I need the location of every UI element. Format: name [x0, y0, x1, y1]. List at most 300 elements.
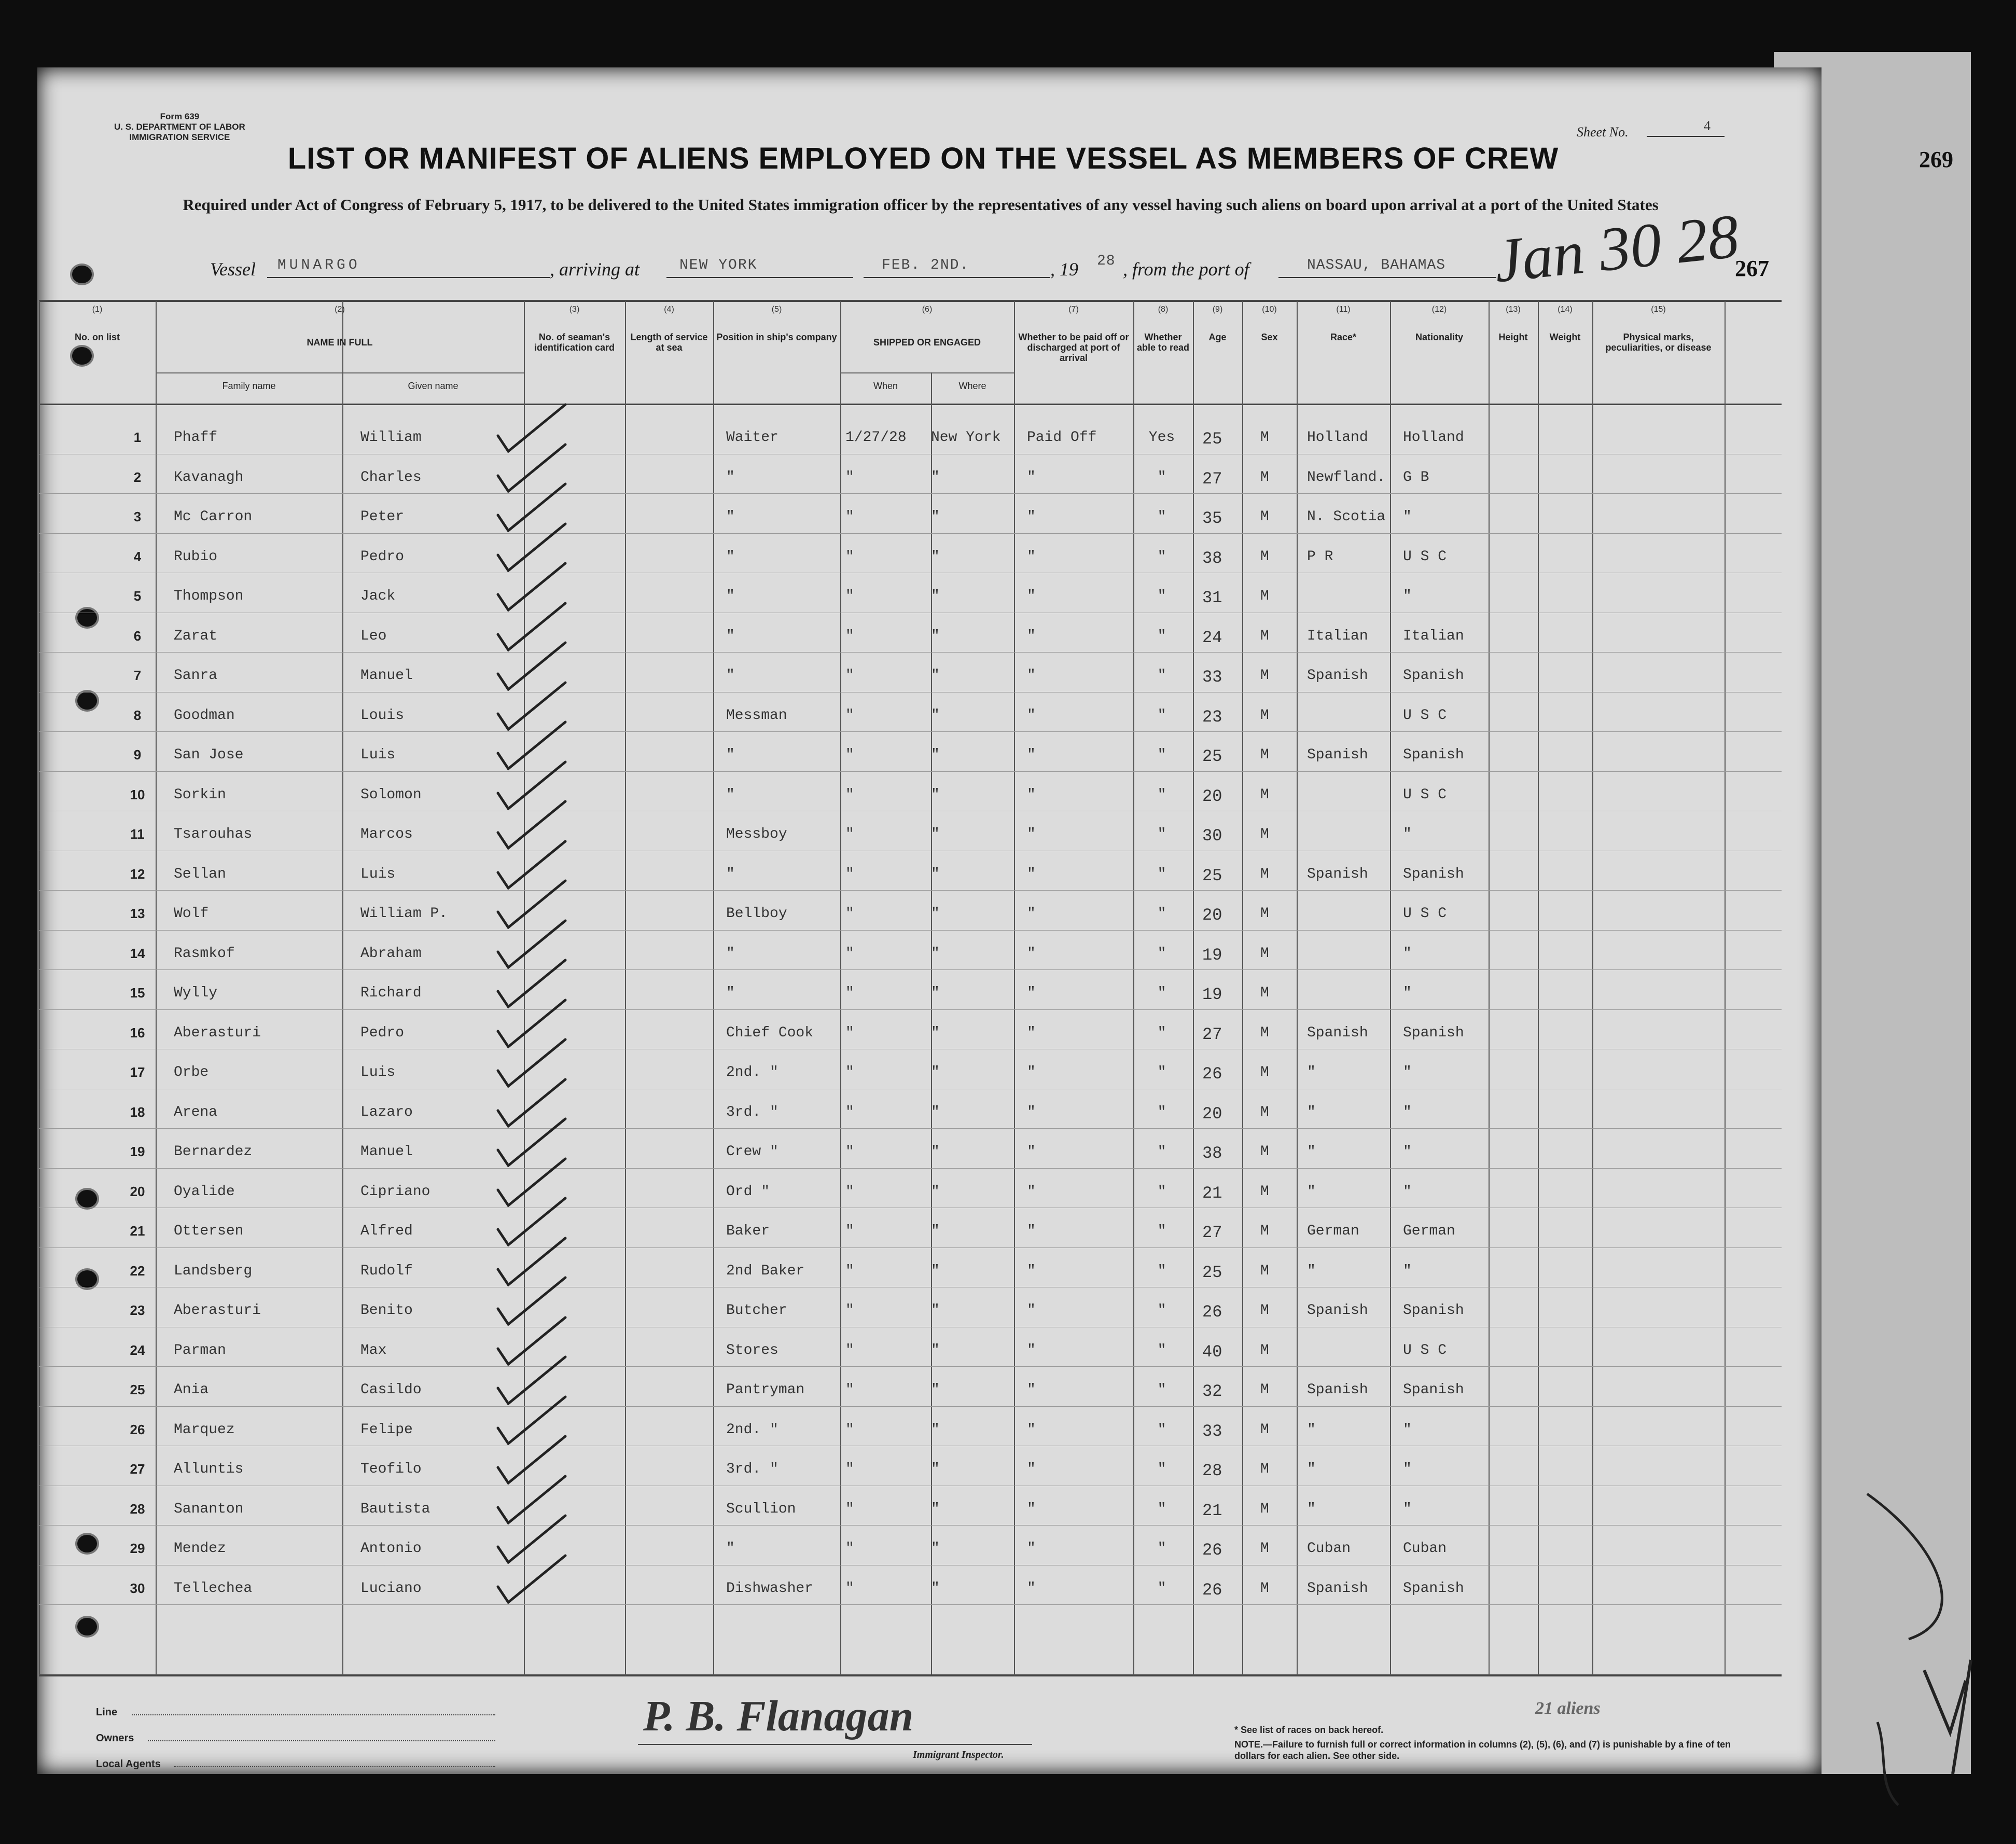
cell-paid: " — [1027, 628, 1036, 644]
cell-read: " — [1157, 906, 1166, 922]
cell-age: 33 — [1202, 668, 1222, 687]
cell-read: " — [1157, 707, 1166, 724]
cell-family: Oyalide — [174, 1183, 235, 1200]
cell-where: " — [931, 1421, 940, 1438]
cell-position: 2nd Baker — [726, 1263, 805, 1279]
cell-given: Charles — [360, 469, 422, 486]
cell-family: Tsarouhas — [174, 826, 253, 842]
cell-race: P R — [1307, 548, 1333, 565]
cell-read: " — [1157, 509, 1166, 525]
cell-read: Yes — [1148, 429, 1175, 446]
cell-position: 3rd. " — [726, 1104, 778, 1120]
cell-race: Spanish — [1307, 1302, 1368, 1319]
column-number: (6) — [922, 305, 933, 314]
cell-race: Spanish — [1307, 1024, 1368, 1041]
cell-age: 27 — [1202, 1024, 1222, 1044]
cell-where: " — [931, 866, 940, 882]
cell-age: 26 — [1202, 1064, 1222, 1084]
cell-race: Spanish — [1307, 747, 1368, 763]
cell-position: Crew " — [726, 1144, 778, 1160]
cell-paid: " — [1027, 1382, 1036, 1398]
cell-given: Benito — [360, 1302, 413, 1319]
cell-race: " — [1307, 1461, 1316, 1477]
binder-hole — [70, 264, 94, 285]
cell-age: 25 — [1202, 429, 1222, 449]
cell-nat: " — [1403, 1144, 1412, 1160]
cell-race: " — [1307, 1263, 1316, 1279]
column-header: Length of service at sea — [630, 332, 708, 353]
cell-family: Alluntis — [174, 1461, 244, 1477]
column-number: (3) — [569, 305, 580, 314]
cell-position: Messman — [726, 707, 787, 724]
cell-n: 13 — [130, 906, 145, 921]
cell-when: " — [845, 826, 854, 842]
cell-position: Messboy — [726, 826, 787, 842]
cell-sex: M — [1260, 1461, 1269, 1477]
cell-when: " — [845, 469, 854, 486]
cell-family: Bernardez — [174, 1144, 253, 1160]
row-rule — [39, 652, 1782, 653]
column-header: No. of seaman's identification card — [534, 332, 615, 353]
row-rule — [39, 1128, 1782, 1129]
cell-read: " — [1157, 668, 1166, 684]
cell-position: " — [726, 628, 735, 644]
cell-read: " — [1157, 1183, 1166, 1200]
column-header: SHIPPED OR ENGAGED — [873, 337, 981, 348]
from-port: NASSAU, BAHAMAS — [1307, 257, 1446, 273]
row-rule — [39, 1168, 1782, 1169]
cell-where: New York — [931, 429, 1001, 446]
cell-family: Parman — [174, 1342, 226, 1358]
cell-race: " — [1307, 1064, 1316, 1080]
cell-where: " — [931, 668, 940, 684]
cell-given: Luis — [360, 747, 396, 763]
department-header — [114, 112, 245, 143]
column-header: Whether able to read — [1136, 332, 1190, 353]
cell-nat: " — [1403, 985, 1412, 1001]
cell-sex: M — [1260, 786, 1269, 803]
row-rule — [39, 1366, 1782, 1367]
cell-given: Pedro — [360, 1024, 405, 1041]
cell-nat: Spanish — [1403, 747, 1464, 763]
row-rule — [39, 1009, 1782, 1010]
cell-when: " — [845, 1501, 854, 1517]
cell-given: William P. — [360, 906, 448, 922]
cell-given: Manuel — [360, 1144, 413, 1160]
cell-nat: Spanish — [1403, 1302, 1464, 1319]
column-rule — [713, 301, 714, 1675]
cell-nat: G B — [1403, 469, 1429, 486]
cell-position: Pantryman — [726, 1382, 805, 1398]
subheader-rule — [840, 372, 1014, 373]
cell-position: Ord " — [726, 1183, 770, 1200]
stamp-number: 269 — [1919, 147, 1953, 172]
cell-paid: " — [1027, 509, 1036, 525]
cell-position: Dishwasher — [726, 1580, 814, 1597]
cell-family: Landsberg — [174, 1263, 253, 1279]
cell-n: 18 — [130, 1104, 145, 1120]
cell-family: Aberasturi — [174, 1302, 261, 1319]
column-header: Sex — [1261, 332, 1278, 342]
cell-family: San Jose — [174, 747, 244, 763]
cell-family: Wolf — [174, 906, 209, 922]
cell-when: " — [845, 866, 854, 882]
cell-when: " — [845, 588, 854, 604]
binder-hole — [75, 607, 99, 629]
cell-sex: M — [1260, 1382, 1269, 1398]
from-underline — [1278, 277, 1496, 278]
cell-sex: M — [1260, 628, 1269, 644]
cell-race: Italian — [1307, 628, 1368, 644]
cell-sex: M — [1260, 985, 1269, 1001]
sheet-number: 4 — [1704, 118, 1711, 133]
row-rule — [39, 1604, 1782, 1605]
cell-where: " — [931, 1302, 940, 1319]
cell-where: " — [931, 1223, 940, 1239]
cell-read: " — [1157, 866, 1166, 882]
cell-family: Aberasturi — [174, 1024, 261, 1041]
cell-n: 10 — [130, 786, 145, 802]
cell-race: " — [1307, 1421, 1316, 1438]
cell-position: " — [726, 945, 735, 962]
cell-sex: M — [1260, 1263, 1269, 1279]
column-rule — [1297, 301, 1298, 1675]
vessel-underline — [267, 277, 550, 278]
cell-race: Spanish — [1307, 1580, 1368, 1597]
cell-given: Louis — [360, 707, 405, 724]
year-prefix: , 19 — [1050, 259, 1078, 280]
cell-given: Luis — [360, 866, 396, 882]
cell-n: 12 — [130, 866, 145, 882]
cell-given: Jack — [360, 588, 396, 604]
handwritten-date: Jan 30 28 — [1491, 201, 1742, 296]
owners-underline — [148, 1740, 495, 1741]
cell-given: William — [360, 429, 422, 446]
vessel-name: MUNARGO — [277, 257, 360, 273]
column-number: (7) — [1068, 305, 1079, 314]
cell-read: " — [1157, 1223, 1166, 1239]
cell-given: Solomon — [360, 786, 422, 803]
cell-position: " — [726, 1541, 735, 1557]
column-rule — [1538, 301, 1539, 1675]
cell-when: " — [845, 1144, 854, 1160]
cell-given: Casildo — [360, 1382, 422, 1398]
cell-where: " — [931, 1382, 940, 1398]
cell-family: Marquez — [174, 1421, 235, 1438]
cell-n: 6 — [133, 628, 142, 644]
cell-paid: " — [1027, 1024, 1036, 1041]
cell-when: " — [845, 1064, 854, 1080]
date-underline — [864, 277, 1050, 278]
cell-position: Waiter — [726, 429, 778, 446]
cell-race: " — [1307, 1183, 1316, 1200]
cell-race: N. Scotia — [1307, 509, 1386, 525]
column-header: Weight — [1549, 332, 1581, 342]
cell-paid: " — [1027, 747, 1036, 763]
cell-paid: " — [1027, 469, 1036, 486]
cell-where: " — [931, 1183, 940, 1200]
cell-n: 17 — [130, 1064, 145, 1080]
cell-position: Chief Cook — [726, 1024, 814, 1041]
cell-sex: M — [1260, 469, 1269, 486]
cell-race: Holland — [1307, 429, 1368, 446]
cell-nat: " — [1403, 509, 1412, 525]
cell-n: 7 — [133, 668, 142, 683]
row-rule — [39, 1525, 1782, 1526]
cell-sex: M — [1260, 906, 1269, 922]
cell-sex: M — [1260, 1421, 1269, 1438]
column-rule — [39, 301, 40, 1675]
line-label: Line — [96, 1707, 118, 1718]
cell-age: 21 — [1202, 1501, 1222, 1520]
cell-read: " — [1157, 1421, 1166, 1438]
table-top-rule — [39, 300, 1782, 302]
cell-age: 32 — [1202, 1382, 1222, 1401]
column-number: (4) — [664, 305, 674, 314]
column-rule — [625, 301, 626, 1675]
cell-nat: U S C — [1403, 906, 1447, 922]
cell-where: " — [931, 469, 940, 486]
cell-family: Mc Carron — [174, 509, 253, 525]
cell-when: " — [845, 906, 854, 922]
row-rule — [39, 930, 1782, 931]
cell-where: " — [931, 747, 940, 763]
column-number: (2) — [335, 305, 345, 314]
cell-position: " — [726, 548, 735, 565]
cell-family: Goodman — [174, 707, 235, 724]
cell-when: " — [845, 1382, 854, 1398]
cell-age: 26 — [1202, 1580, 1222, 1600]
cell-read: " — [1157, 1501, 1166, 1517]
cell-where: " — [931, 1580, 940, 1597]
cell-where: " — [931, 1501, 940, 1517]
row-rule — [39, 890, 1782, 891]
cell-read: " — [1157, 588, 1166, 604]
cell-read: " — [1157, 747, 1166, 763]
cell-when: " — [845, 1421, 854, 1438]
binder-hole — [70, 345, 94, 367]
cell-given: Antonio — [360, 1541, 422, 1557]
margin-scribble — [1846, 1483, 1992, 1815]
column-rule — [840, 301, 841, 1675]
cell-where: " — [931, 588, 940, 604]
cell-sex: M — [1260, 1580, 1269, 1597]
cell-read: " — [1157, 1104, 1166, 1120]
cell-when: " — [845, 1461, 854, 1477]
cell-when: " — [845, 786, 854, 803]
cell-given: Abraham — [360, 945, 422, 962]
cell-sex: M — [1260, 1144, 1269, 1160]
cell-age: 24 — [1202, 628, 1222, 647]
cell-family: Sanra — [174, 668, 218, 684]
cell-paid: " — [1027, 786, 1036, 803]
subheader-divider — [931, 372, 932, 1674]
cell-when: " — [845, 1024, 854, 1041]
cell-when: " — [845, 509, 854, 525]
cell-race: German — [1307, 1223, 1359, 1239]
cell-age: 23 — [1202, 707, 1222, 727]
cell-nat: " — [1403, 1461, 1412, 1477]
sheet-label: Sheet No. — [1577, 124, 1629, 140]
cell-sex: M — [1260, 1342, 1269, 1358]
penalty-note: NOTE.—Failure to furnish full or correct information in columns (2), (5), (6), and (7) is punishable by a fine of ten dollars for each alien. See other side. — [1234, 1739, 1731, 1761]
cell-given: Felipe — [360, 1421, 413, 1438]
column-rule — [1133, 301, 1134, 1675]
cell-position: 2nd. " — [726, 1064, 778, 1080]
column-number: (9) — [1212, 305, 1223, 314]
cell-nat: " — [1403, 1501, 1412, 1517]
cell-n: 4 — [133, 548, 142, 564]
cell-n: 20 — [130, 1183, 145, 1199]
cell-paid: " — [1027, 707, 1036, 724]
agents-underline — [174, 1766, 495, 1767]
cell-age: 30 — [1202, 826, 1222, 845]
page-title: LIST OR MANIFEST OF ALIENS EMPLOYED ON THE VESSEL AS MEMBERS OF CREW — [287, 142, 1559, 175]
column-rule — [1390, 301, 1391, 1675]
department-name: U. S. DEPARTMENT OF LABOR — [114, 122, 245, 132]
cell-read: " — [1157, 985, 1166, 1001]
column-number: (11) — [1336, 305, 1351, 314]
column-number: (12) — [1431, 305, 1447, 314]
cell-family: Ottersen — [174, 1223, 244, 1239]
cell-family: Rasmkof — [174, 945, 235, 962]
subheader-divider — [342, 372, 343, 1674]
cell-age: 26 — [1202, 1302, 1222, 1322]
cell-where: " — [931, 1024, 940, 1041]
agents-label: Local Agents — [96, 1758, 161, 1770]
cell-sex: M — [1260, 747, 1269, 763]
cell-paid: " — [1027, 866, 1036, 882]
cell-paid: " — [1027, 1541, 1036, 1557]
column-header: Physical marks, peculiarities, or disease — [1605, 332, 1712, 353]
cell-where: " — [931, 826, 940, 842]
cell-age: 25 — [1202, 747, 1222, 766]
cell-paid: " — [1027, 1421, 1036, 1438]
cell-nat: Spanish — [1403, 1024, 1464, 1041]
cell-paid: " — [1027, 826, 1036, 842]
cell-n: 8 — [133, 707, 142, 723]
cell-paid: Paid Off — [1027, 429, 1097, 446]
cell-when: " — [845, 1580, 854, 1597]
row-rule — [39, 771, 1782, 772]
column-number: (13) — [1506, 305, 1521, 314]
cell-nat: Spanish — [1403, 1382, 1464, 1398]
cell-n: 11 — [130, 826, 145, 842]
cell-family: Tellechea — [174, 1580, 253, 1597]
cell-n: 24 — [130, 1342, 145, 1358]
cell-nat: " — [1403, 1421, 1412, 1438]
arriving-underline — [666, 277, 853, 278]
cell-age: 19 — [1202, 945, 1222, 965]
cell-nat: " — [1403, 1064, 1412, 1080]
subheader-given: Given name — [408, 381, 458, 391]
sheet-number-line — [1647, 136, 1725, 137]
cell-given: Richard — [360, 985, 422, 1001]
cell-age: 33 — [1202, 1421, 1222, 1441]
column-rule — [156, 301, 157, 1675]
cell-paid: " — [1027, 985, 1036, 1001]
cell-paid: " — [1027, 945, 1036, 962]
cell-when: " — [845, 985, 854, 1001]
cell-family: Orbe — [174, 1064, 209, 1080]
inspector-underline — [638, 1744, 1032, 1745]
cell-read: " — [1157, 786, 1166, 803]
cell-age: 20 — [1202, 1104, 1222, 1124]
column-header: Height — [1498, 332, 1528, 342]
column-number: (8) — [1158, 305, 1169, 314]
row-rule — [39, 533, 1782, 534]
binder-hole — [75, 1533, 99, 1555]
cell-sex: M — [1260, 1223, 1269, 1239]
cell-age: 28 — [1202, 1461, 1222, 1480]
cell-age: 27 — [1202, 1223, 1222, 1242]
cell-when: " — [845, 1302, 854, 1319]
cell-age: 20 — [1202, 786, 1222, 806]
cell-given: Bautista — [360, 1501, 430, 1517]
inspector-label: Immigrant Inspector. — [913, 1749, 1004, 1760]
subheader-when: When — [873, 381, 898, 391]
cell-read: " — [1157, 1382, 1166, 1398]
cell-where: " — [931, 1263, 940, 1279]
page-number: 267 — [1735, 256, 1769, 281]
cell-position: Butcher — [726, 1302, 787, 1319]
cell-n: 14 — [130, 945, 145, 961]
check-mark-icon — [488, 1550, 591, 1607]
cell-race: Spanish — [1307, 866, 1368, 882]
cell-paid: " — [1027, 1461, 1036, 1477]
binder-hole — [75, 690, 99, 712]
cell-nat: U S C — [1403, 786, 1447, 803]
cell-position: " — [726, 866, 735, 882]
cell-given: Luis — [360, 1064, 396, 1080]
cell-sex: M — [1260, 509, 1269, 525]
cell-race: Spanish — [1307, 1382, 1368, 1398]
cell-read: " — [1157, 1064, 1166, 1080]
cell-n: 1 — [133, 429, 142, 445]
cell-when: " — [845, 1223, 854, 1239]
cell-position: " — [726, 588, 735, 604]
cell-sex: M — [1260, 826, 1269, 842]
cell-paid: " — [1027, 1302, 1036, 1319]
cell-when: " — [845, 707, 854, 724]
column-header: Race* — [1330, 332, 1357, 342]
cell-position: " — [726, 668, 735, 684]
column-header: Age — [1208, 332, 1227, 342]
cell-position: Baker — [726, 1223, 770, 1239]
cell-when: " — [845, 945, 854, 962]
column-number: (10) — [1262, 305, 1277, 314]
line-underline — [132, 1714, 495, 1715]
from-label: , from the port of — [1123, 259, 1249, 280]
cell-nat: Spanish — [1403, 866, 1464, 882]
cell-n: 5 — [133, 588, 142, 604]
row-rule — [39, 731, 1782, 732]
owners-label: Owners — [96, 1732, 134, 1744]
cell-race: " — [1307, 1104, 1316, 1120]
cell-n: 23 — [130, 1302, 145, 1318]
cell-n: 3 — [133, 509, 142, 524]
cell-read: " — [1157, 1461, 1166, 1477]
cell-where: " — [931, 548, 940, 565]
arriving-port: NEW YORK — [679, 257, 758, 273]
cell-when: " — [845, 1183, 854, 1200]
cell-nat: " — [1403, 1183, 1412, 1200]
cell-race: Cuban — [1307, 1541, 1351, 1557]
cell-read: " — [1157, 548, 1166, 565]
row-rule — [39, 969, 1782, 970]
cell-family: Thompson — [174, 588, 244, 604]
cell-age: 40 — [1202, 1342, 1222, 1362]
